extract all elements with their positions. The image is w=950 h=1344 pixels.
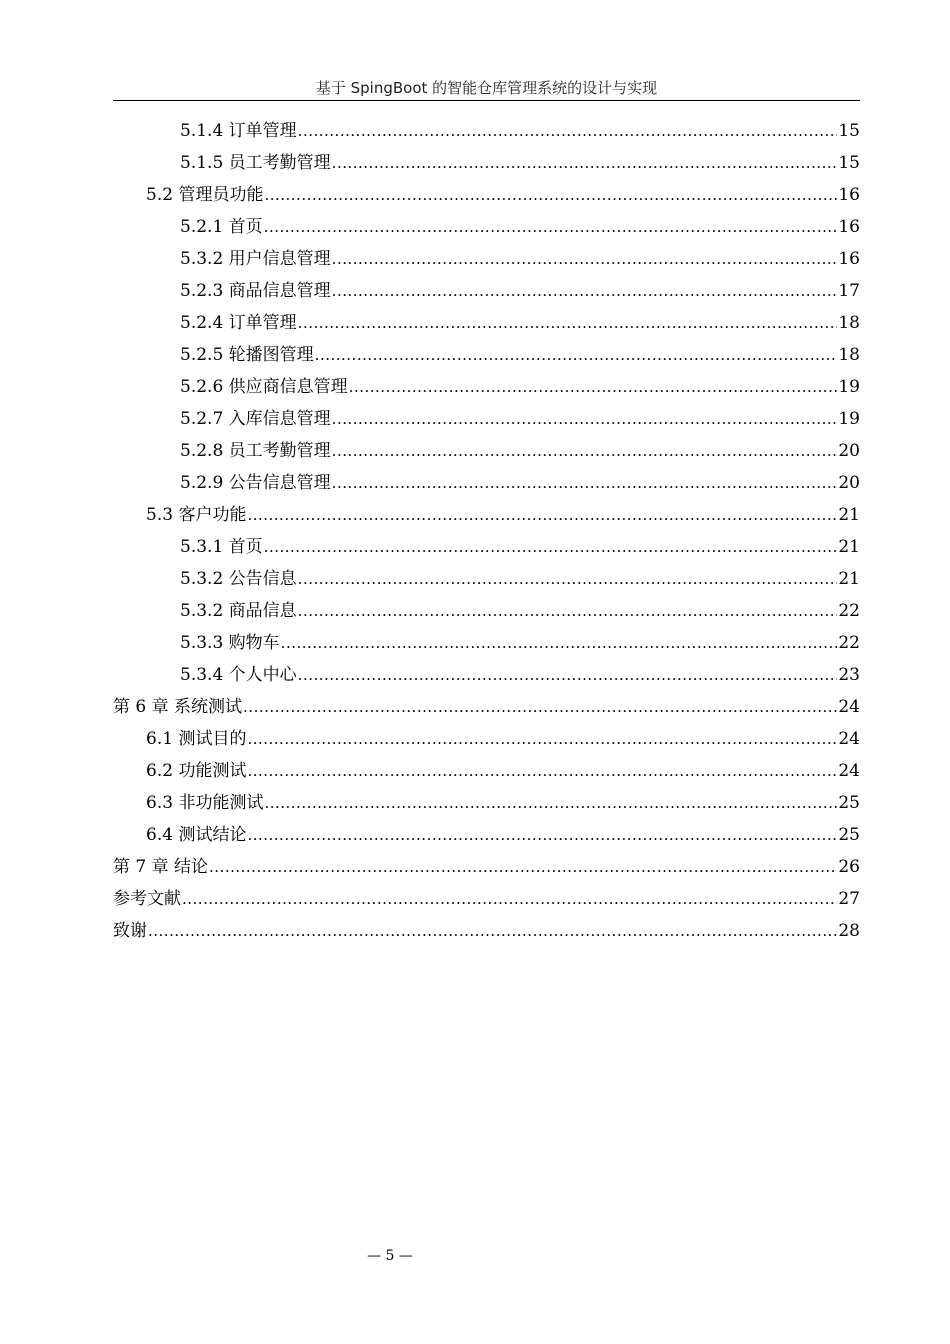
header-divider: [113, 100, 860, 101]
toc-entry-title: 5.2 管理员功能: [146, 185, 264, 205]
toc-entry-page: 20: [838, 473, 860, 493]
toc-dot-leader: [264, 181, 837, 209]
toc-entry-page: 15: [838, 153, 860, 173]
toc-dot-leader: [298, 565, 838, 593]
toc-entry[interactable]: [113, 565, 860, 597]
toc-dot-leader: [349, 373, 838, 401]
toc-dot-leader: [281, 629, 838, 657]
toc-entry[interactable]: [113, 725, 860, 757]
toc-entry-page: 20: [838, 441, 860, 461]
toc-dot-leader: [298, 661, 838, 689]
toc-entry-page: 27: [838, 889, 860, 909]
toc-entry[interactable]: [113, 757, 860, 789]
toc-entry[interactable]: [113, 117, 860, 149]
toc-entry-page: 16: [838, 185, 860, 205]
toc-entry[interactable]: [113, 277, 860, 309]
toc-entry-title: 5.1.5 员工考勤管理: [180, 153, 331, 173]
toc-dot-leader: [332, 405, 838, 433]
toc-entry-title: 5.1.4 订单管理: [180, 121, 297, 141]
toc-entry[interactable]: [113, 213, 860, 245]
toc-entry-title: 5.3.3 购物车: [180, 633, 280, 653]
toc-entry[interactable]: [113, 789, 860, 821]
toc-entry[interactable]: [113, 437, 860, 469]
toc-entry-title: 5.2.4 订单管理: [180, 313, 297, 333]
toc-entry-page: 26: [838, 857, 860, 877]
toc-entry-title: 致谢: [113, 921, 147, 941]
toc-entry-title: 第 6 章 系统测试: [113, 697, 243, 717]
toc-entry[interactable]: [113, 245, 860, 277]
toc-dot-leader: [332, 149, 838, 177]
toc-entry-page: 25: [838, 825, 860, 845]
toc-dot-leader: [332, 245, 838, 273]
toc-entry[interactable]: [113, 917, 860, 949]
toc-entry-title: 5.2.7 入库信息管理: [180, 409, 331, 429]
toc-entry-page: 25: [838, 793, 860, 813]
toc-dot-leader: [182, 885, 837, 913]
toc-dot-leader: [298, 117, 838, 145]
toc-entry-page: 18: [838, 345, 860, 365]
toc-entry[interactable]: [113, 373, 860, 405]
toc-entry-title: 5.2.5 轮播图管理: [180, 345, 314, 365]
toc-dot-leader: [298, 309, 838, 337]
toc-entry[interactable]: [113, 149, 860, 181]
toc-entry-page: 24: [838, 761, 860, 781]
toc-entry-title: 5.3.1 首页: [180, 537, 263, 557]
toc-dot-leader: [209, 853, 837, 881]
toc-entry-page: 21: [838, 569, 860, 589]
table-of-contents: [113, 117, 860, 949]
toc-entry-title: 第 7 章 结论: [113, 857, 209, 877]
toc-entry-page: 19: [838, 377, 860, 397]
toc-entry-title: 5.3.2 公告信息: [180, 569, 297, 589]
toc-entry-page: 16: [838, 249, 860, 269]
toc-entry[interactable]: [113, 885, 860, 917]
toc-entry-title: 5.3.2 商品信息: [180, 601, 297, 621]
toc-dot-leader: [148, 917, 837, 945]
toc-entry-page: 22: [838, 633, 860, 653]
toc-entry[interactable]: [113, 341, 860, 373]
toc-entry-page: 19: [838, 409, 860, 429]
toc-entry[interactable]: [113, 309, 860, 341]
toc-entry[interactable]: [113, 533, 860, 565]
toc-entry[interactable]: [113, 501, 860, 533]
toc-entry[interactable]: [113, 693, 860, 725]
toc-entry[interactable]: [113, 853, 860, 885]
toc-entry-title: 5.3.2 用户信息管理: [180, 249, 331, 269]
toc-entry-title: 5.2.1 首页: [180, 217, 263, 237]
toc-dot-leader: [315, 341, 838, 369]
page-number: — 5 —: [367, 1248, 413, 1264]
toc-entry-page: 24: [838, 697, 860, 717]
toc-entry-title: 6.4 测试结论: [146, 825, 247, 845]
toc-entry-page: 28: [838, 921, 860, 941]
toc-entry-title: 6.2 功能测试: [146, 761, 247, 781]
toc-dot-leader: [247, 821, 837, 849]
toc-entry-title: 5.3 客户功能: [146, 505, 247, 525]
toc-entry-page: 17: [838, 281, 860, 301]
toc-entry-page: 18: [838, 313, 860, 333]
toc-dot-leader: [247, 501, 837, 529]
toc-dot-leader: [332, 277, 838, 305]
toc-entry[interactable]: [113, 469, 860, 501]
toc-entry-title: 6.1 测试目的: [146, 729, 247, 749]
running-header: 基于 SpingBoot 的智能仓库管理系统的设计与实现: [315, 79, 658, 97]
toc-dot-leader: [332, 437, 838, 465]
toc-dot-leader: [264, 213, 838, 241]
toc-entry-title: 5.2.8 员工考勤管理: [180, 441, 331, 461]
toc-entry[interactable]: [113, 181, 860, 213]
toc-entry[interactable]: [113, 629, 860, 661]
toc-entry-title: 5.2.3 商品信息管理: [180, 281, 331, 301]
toc-dot-leader: [332, 469, 838, 497]
toc-entry-title: 5.3.4 个人中心: [180, 665, 297, 685]
toc-entry-page: 21: [838, 505, 860, 525]
toc-entry[interactable]: [113, 405, 860, 437]
toc-entry[interactable]: [113, 821, 860, 853]
toc-entry-title: 5.2.9 公告信息管理: [180, 473, 331, 493]
toc-dot-leader: [243, 693, 837, 721]
toc-entry-title: 参考文献: [113, 889, 181, 909]
toc-entry[interactable]: [113, 661, 860, 693]
toc-entry-page: 21: [838, 537, 860, 557]
toc-dot-leader: [264, 533, 838, 561]
toc-entry-title: 5.2.6 供应商信息管理: [180, 377, 348, 397]
toc-dot-leader: [298, 597, 838, 625]
toc-entry-page: 16: [838, 217, 860, 237]
toc-entry-page: 23: [838, 665, 860, 685]
toc-entry-page: 15: [838, 121, 860, 141]
toc-entry-page: 24: [838, 729, 860, 749]
toc-entry[interactable]: [113, 597, 860, 629]
toc-dot-leader: [247, 725, 837, 753]
toc-dot-leader: [264, 789, 837, 817]
toc-entry-page: 22: [838, 601, 860, 621]
toc-dot-leader: [247, 757, 837, 785]
toc-entry-title: 6.3 非功能测试: [146, 793, 264, 813]
